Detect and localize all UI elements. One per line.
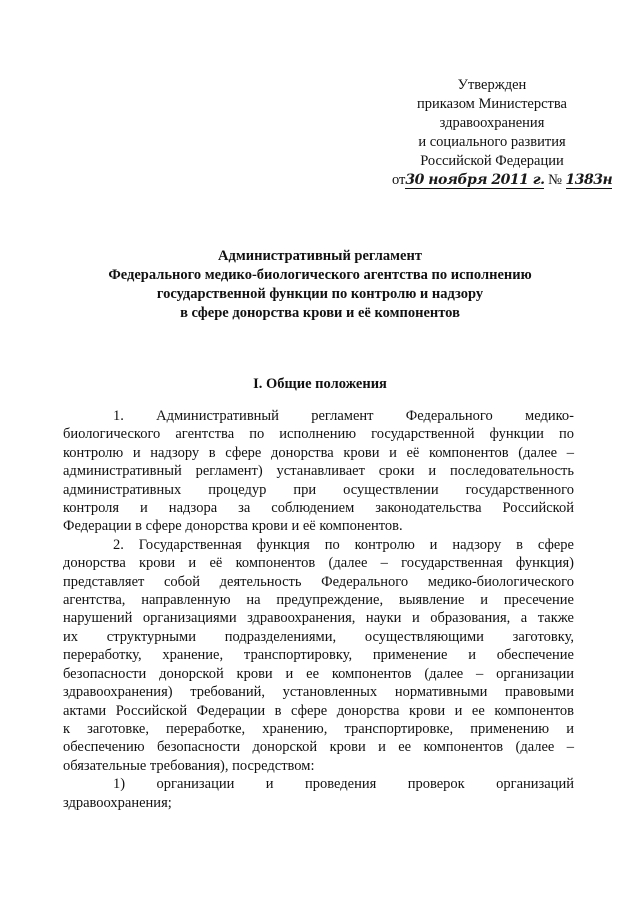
title-line: Федерального медико-биологического агентства по исполнению bbox=[108, 267, 532, 283]
text-line: их структурными подразделениями, осуществляющими заготовку, bbox=[63, 628, 574, 645]
title-line: в сфере донорства крови и её компонентов bbox=[180, 305, 460, 321]
approval-stamp bbox=[392, 76, 613, 190]
text-line: 1. Административный регламент Федерального медико- bbox=[113, 408, 574, 424]
text-line: представляет собой деятельность Федерального медико-биологического bbox=[63, 573, 574, 590]
text-line: переработку, хранение, транспортировку, применение и обеспечение bbox=[63, 647, 574, 664]
paragraph-3 bbox=[63, 775, 574, 812]
text-line: контролю и надзору в сфере донорства крови и её компонентов (далее – bbox=[63, 444, 574, 461]
text-line: 2. Государственная функция по контролю и надзору в сфере bbox=[113, 536, 574, 553]
text-line: обязательные требования), посредством: bbox=[63, 757, 315, 774]
order-number-handwritten: 1383н bbox=[565, 172, 613, 188]
approval-line: приказом Министерства bbox=[417, 96, 567, 112]
order-date-handwritten: 30 ноября 2011 г. bbox=[405, 172, 545, 188]
paragraph-2 bbox=[63, 536, 574, 775]
text-line: актами Российской Федерации в сфере донорства крови и ее компонентов bbox=[63, 702, 574, 719]
text-line: донорства крови и её компонентов (далее – государственная функция) bbox=[63, 555, 574, 572]
text-line: Федерации в сфере донорства крови и её компонентов. bbox=[63, 518, 403, 535]
text-line: к заготовке, переработке, хранению, транспортировке, применению и bbox=[63, 720, 574, 737]
text-line: биологического агентства по исполнению государственной функции по bbox=[63, 426, 574, 443]
text-line: административных процедур при осуществлении государственного bbox=[63, 481, 574, 498]
title-line: Административный регламент bbox=[218, 248, 422, 264]
text-line: здравоохранения) требований, установленных нормативными правовыми bbox=[63, 684, 574, 701]
order-number-label: № bbox=[548, 172, 562, 188]
order-prefix: от bbox=[392, 172, 406, 188]
text-line: 1) организации и проведения проверок организаций bbox=[113, 776, 574, 793]
approval-line: Российской Федерации bbox=[420, 153, 564, 169]
text-line: контроля и надзора за соблюдением законодательства Российской bbox=[63, 500, 574, 517]
document-title bbox=[60, 247, 580, 323]
text-line: обеспечению безопасности донорской крови и ее компонентов (далее – bbox=[63, 739, 574, 756]
text-line: здравоохранения; bbox=[63, 794, 172, 811]
text-line: административный регламент) устанавливает сроки и последовательность bbox=[63, 463, 574, 480]
section-heading: I. Общие положения bbox=[253, 376, 387, 392]
title-line: государственной функции по контролю и надзору bbox=[156, 286, 484, 302]
text-line: агентства, направленную на предупреждение, выявление и пресечение bbox=[63, 592, 574, 609]
document-body bbox=[63, 407, 574, 812]
order-reference bbox=[392, 171, 613, 190]
approval-line: Утвержден bbox=[457, 77, 527, 93]
approval-line: здравоохранения bbox=[439, 115, 545, 131]
paragraph-1 bbox=[63, 407, 574, 536]
text-line: безопасности донорской крови и ее компонентов (далее – организации bbox=[63, 665, 574, 682]
text-line: нарушений организациями здравоохранения, науки и образования, а также bbox=[63, 610, 574, 627]
approval-line: и социального развития bbox=[418, 134, 566, 150]
